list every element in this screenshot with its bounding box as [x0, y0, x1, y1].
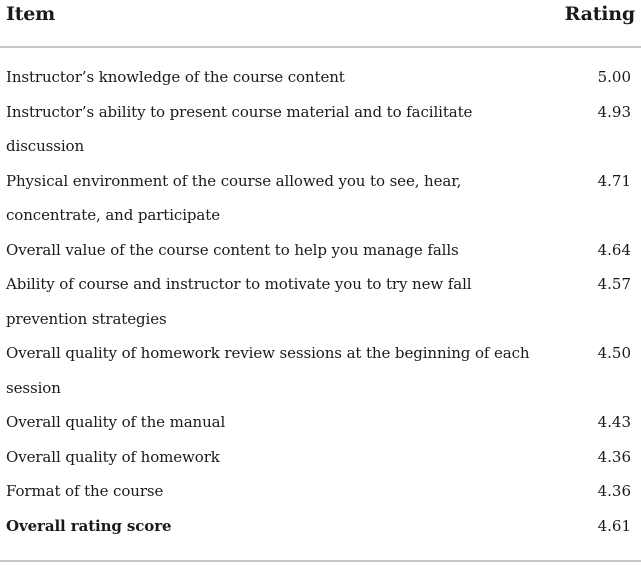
table-row [0, 267, 641, 336]
row-rating: 4.50 [597, 344, 631, 362]
row-rating: 4.36 [597, 482, 631, 500]
table-header [0, 0, 641, 34]
row-rating: 4.36 [597, 447, 631, 466]
row-rating: 4.93 [597, 102, 631, 121]
total-item: Overall rating score [6, 516, 172, 535]
header-divider [0, 46, 641, 48]
table-bottom-divider [0, 560, 641, 562]
row-item: Instructor’s knowledge of the course content [6, 68, 345, 86]
row-rating: 4.64 [597, 240, 631, 259]
header-item: Item [6, 3, 56, 25]
row-rating: 5.00 [597, 68, 631, 86]
table-body [0, 60, 641, 543]
table-row [0, 474, 641, 509]
row-item: Overall quality of the manual [6, 413, 226, 431]
table-row-total [0, 509, 641, 544]
table-row [0, 164, 641, 233]
table-row [0, 405, 641, 440]
row-item: Physical environment of the course allowed you to see, hear, concentrate, and participate [6, 171, 462, 224]
row-item: Ability of course and instructor to motivate you to try new fall prevention strategies [6, 275, 472, 328]
table-row [0, 60, 641, 95]
table-row [0, 233, 641, 268]
table-row [0, 440, 641, 475]
row-item: Format of the course [6, 482, 164, 500]
row-rating: 4.43 [597, 413, 631, 431]
total-rating: 4.61 [597, 516, 631, 535]
row-item: Overall value of the course content to help you manage falls [6, 240, 459, 259]
header-rating: Rating [564, 3, 635, 25]
row-rating: 4.57 [597, 275, 631, 293]
row-rating: 4.71 [597, 171, 631, 190]
row-item: Instructor’s ability to present course material and to facilitate discussion [6, 102, 473, 155]
row-item: Overall quality of homework review sessions at the beginning of each session [6, 344, 530, 397]
row-item: Overall quality of homework [6, 447, 220, 466]
table-row [0, 95, 641, 164]
table-row [0, 336, 641, 405]
